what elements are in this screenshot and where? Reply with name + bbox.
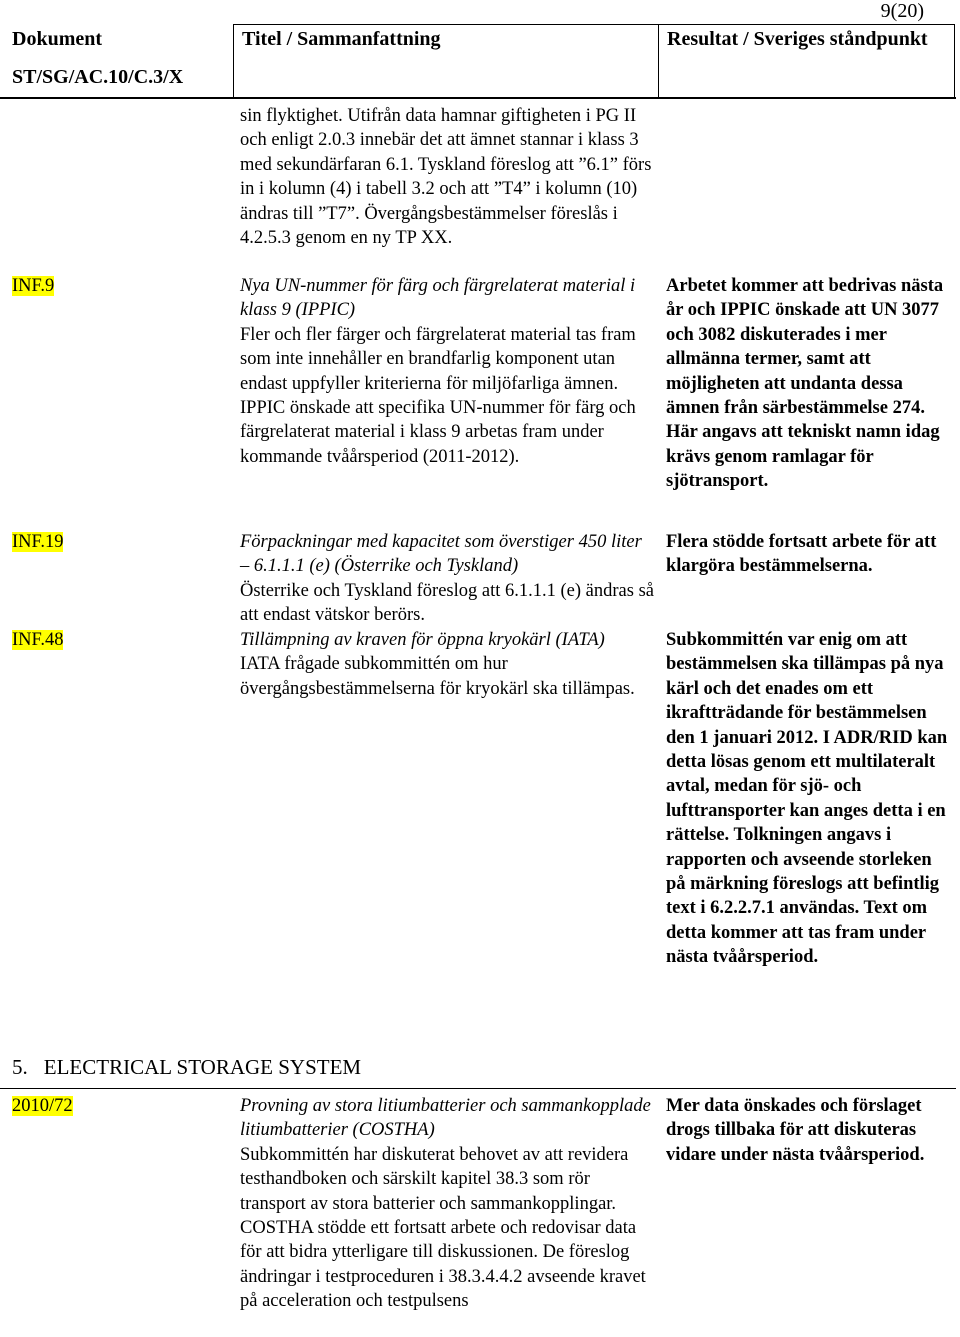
doc-id-highlight: 2010/72	[12, 1096, 73, 1116]
row-content	[240, 1094, 655, 1314]
row-title: Provning av stora litiumbatterier och sammankopplade litiumbatterier (COSTHA)	[240, 1096, 651, 1141]
doc-id-highlight: INF.48	[12, 630, 64, 650]
row-doc-id	[12, 274, 54, 298]
header-divider-3	[954, 24, 955, 97]
row-result: Arbetet kommer att bedrivas nästa år och IPPIC önskade att UN 3077 och 3082 diskuterades i mer allmänna termer, samt att möjligheten att undanta dessa ämnen från särbestämmelse 274. Här angavs att tekniskt namn idag krävs genom ramlagar för sjötransport.	[666, 276, 944, 492]
row-title: Förpackningar med kapacitet som överstiger 450 liter – 6.1.1.1 (e) (Österrike och Tyskland)	[240, 532, 642, 577]
header-top-rule	[233, 24, 955, 25]
row-result: Mer data önskades och förslaget drogs tillbaka för att diskuteras vidare under nästa tvåårsperiod.	[666, 1096, 925, 1165]
header-title-label: Titel / Sammanfattning	[242, 28, 441, 50]
row-result: Flera stödde fortsatt arbete för att klargöra bestämmelserna.	[666, 532, 937, 577]
section-title: ELECTRICAL STORAGE SYSTEM	[43, 1055, 362, 1079]
row-doc-id	[12, 1094, 73, 1118]
section-heading	[12, 1055, 361, 1079]
page-number: 9(20)	[880, 0, 924, 22]
row-content	[240, 530, 655, 628]
section-rule	[0, 1088, 956, 1089]
doc-id-highlight: INF.19	[12, 532, 64, 552]
header-bottom-rule	[0, 97, 956, 99]
header-divider-1	[233, 24, 234, 97]
row-content	[240, 628, 655, 701]
row-content	[240, 274, 655, 469]
row-result: Subkommittén var enig om att bestämmelsen ska tillämpas på nya kärl och det enades om ett ikraftträdande för bestämmelsen den 1 januari 2012. I ADR/RID kan detta lösas genom ett multilateralt avtal, medan för sjö- och lufttransporter kan anges detta i en rättelse. Tolkningen angavs i rapporten och avseende storleken på märkning föreslogs att befintlig text i 6.2.2.7.1 användas. Text om detta kommer att tas fram under nästa tvåårsperiod.	[666, 630, 948, 968]
row-summary: Österrike och Tyskland föreslog att 6.1.1.1 (e) ändras så att endast vätskor berörs.	[240, 580, 654, 626]
section-number: 5.	[12, 1055, 28, 1079]
header-result-label: Resultat / Sveriges ståndpunkt	[667, 28, 928, 50]
header-divider-2	[658, 24, 659, 97]
continuation-text: sin flyktighet. Utifrån data hamnar giftigheten i PG II och enligt 2.0.3 innebär det att ämnet stannar i klass 3 med sekundärfaran 6.1. Tyskland föreslog att ”6.1” förs in i kolumn (4) i tabell 3.2 och att ”T4” i kolumn (10) ändras till ”T7”. Övergångsbestämmelser föreslås i 4.2.5.3 genom en ny TP XX.	[240, 106, 652, 249]
row-title: Tillämpning av kraven för öppna kryokärl (IATA)	[240, 630, 605, 650]
doc-id-highlight: INF.9	[12, 276, 55, 296]
row-title: Nya UN-nummer för färg och färgrelaterat material i klass 9 (IPPIC)	[240, 276, 636, 321]
row-summary: Fler och fler färger och färgrelaterat material tas fram som inte innehåller en brandfarlig komponent utan endast uppfyller kriterierna för miljöfarliga ämnen. IPPIC önskade att specifika UN-nummer för färg och färgrelaterat material i klass 9 arbetas fram under kommande tvåårsperiod (2011-2012).	[240, 324, 636, 467]
row-summary: IATA frågade subkommittén om hur övergångsbestämmelserna för kryokärl ska tillämpas.	[240, 654, 635, 699]
row-doc-id	[12, 628, 63, 652]
header-document-label: Dokument	[12, 28, 103, 50]
row-doc-id	[12, 530, 63, 554]
row-summary: Subkommittén har diskuterat behovet av att revidera testhandboken och särskilt kapitel 38.3 som rör transport av stora batterier och sammankopplingar. COSTHA stödde ett fortsatt arbete och redovisar data för att bidra ytterligare till diskussionen. De föreslog ändringar i testproceduren i 38.3.4.4.2 avseende kravet på acceleration och testpulsens	[240, 1144, 646, 1312]
header-document-code: ST/SG/AC.10/C.3/X	[12, 66, 184, 88]
